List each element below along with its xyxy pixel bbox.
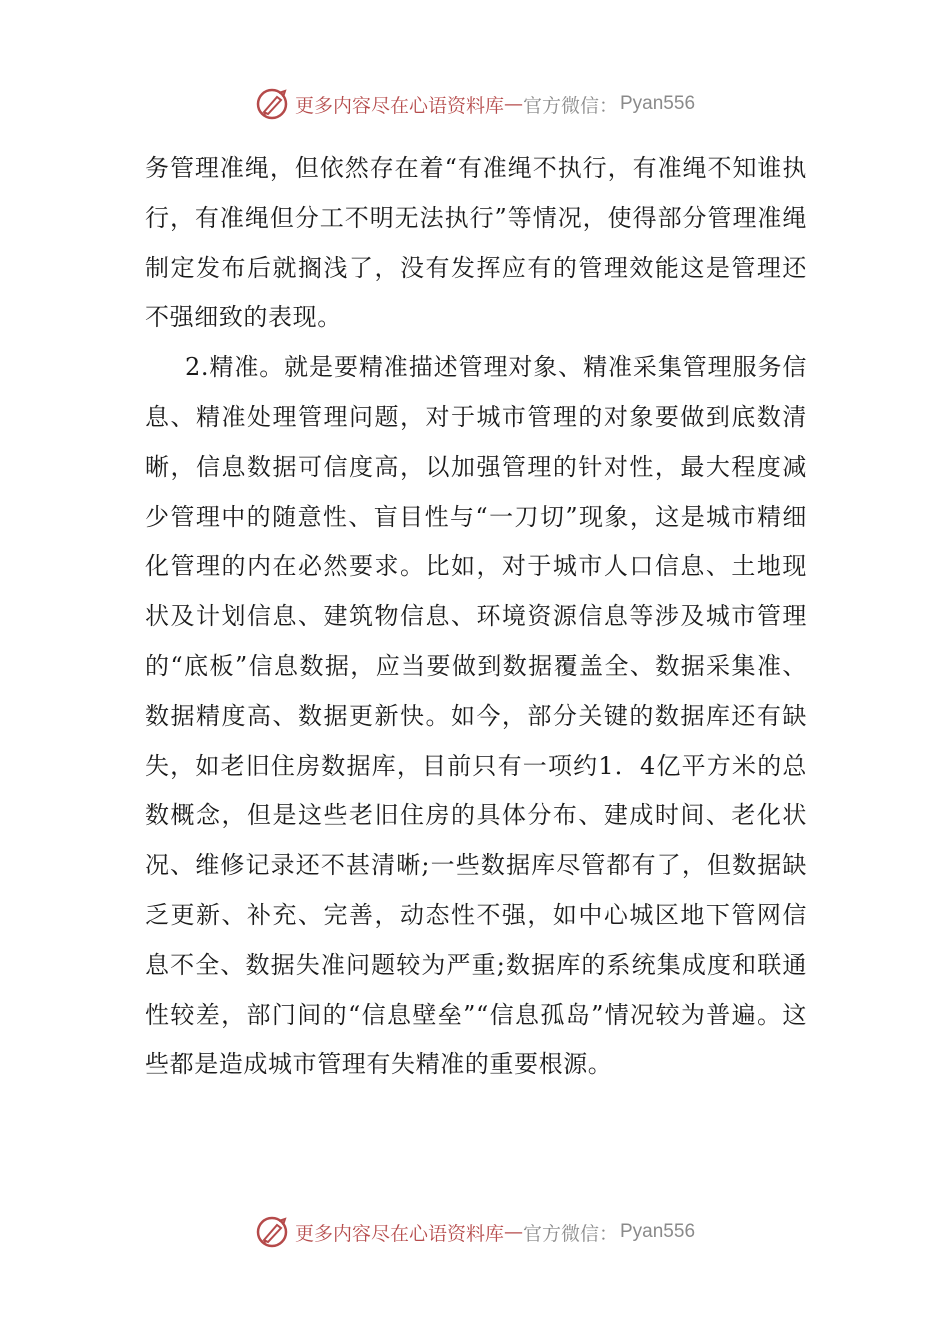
footer-banner	[0, 1212, 950, 1252]
header-wechat-id: Pyan556	[620, 93, 696, 114]
header-official-label: 官方微信：	[522, 94, 618, 117]
footer-wechat-id: Pyan556	[620, 1221, 696, 1242]
footer-separator: —	[503, 1221, 523, 1243]
header-banner	[0, 84, 950, 124]
document-body	[145, 144, 807, 1090]
paragraph-2: 2.精准。就是要精准描述管理对象、精准采集管理服务信息、精准处理管理问题，对于城市管理的对象要做到底数清晰，信息数据可信度高，以加强管理的针对性，最大程度减少管理中的随意性、盲目性与“一刀切”现象，这是城市精细化管理的内在必然要求。比如，对于城市人口信息、土地现状及计划信息、建筑物信息、环境资源信息等涉及城市管理的“底板”信息数据，应当要做到数据覆盖全、数据采集准、数据精度高、数据更新快。如今，部分关键的数据库还有缺失，如老旧住房数据库，目前只有一项约1．4亿平方米的总数概念，但是这些老旧住房的具体分布、建成时间、老化状况、维修记录还不甚清晰;一些数据库尽管都有了，但数据缺乏更新、补充、完善，动态性不强，如中心城区地下管网信息不全、数据失准问题较为严重;数据库的系统集成度和联通性较差，部门间的“信息壁垒”“信息孤岛”情况较为普遍。这些都是造成城市管理有失精准的重要根源。	[145, 353, 807, 1079]
footer-official-label: 官方微信：	[522, 1222, 618, 1245]
header-brand-text: 更多内容尽在心语资料库	[294, 94, 504, 117]
footer-brand-text: 更多内容尽在心语资料库	[294, 1222, 504, 1245]
header-separator: —	[503, 93, 523, 115]
paragraph-1: 务管理准绳，但依然存在着“有准绳不执行，有准绳不知谁执行，有准绳但分工不明无法执行”等情况，使得部分管理准绳制定发布后就搁浅了，没有发挥应有的管理效能这是管理还不强细致的表现。	[145, 154, 807, 332]
pen-circle-icon	[255, 1215, 289, 1249]
pen-circle-icon	[255, 87, 289, 121]
